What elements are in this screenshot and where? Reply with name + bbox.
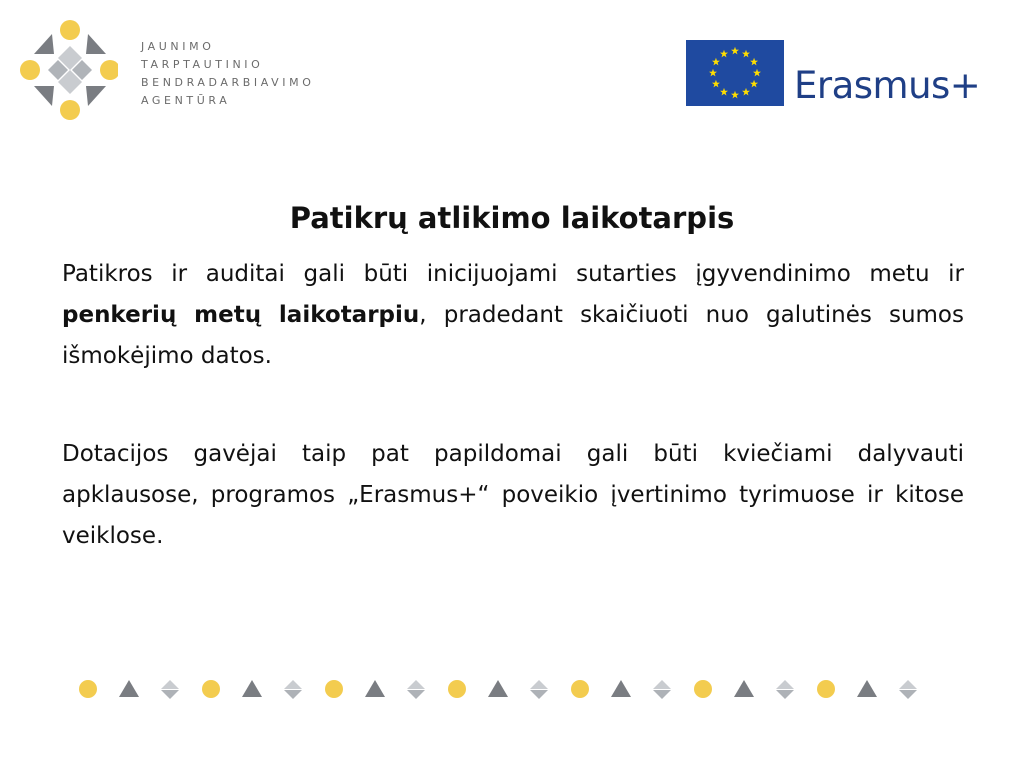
gray-diamond-icon [899, 680, 917, 699]
gray-triangle-icon [365, 680, 385, 697]
paragraph-1-bold: penkerių metų laikotarpiu [62, 302, 420, 328]
agency-name-line: JAUNIMO [141, 40, 215, 53]
paragraph-2: Dotacijos gavėjai taip pat papildomai gali būti kviečiami dalyvauti apklausose, programos „Erasmus+“ poveikio įvertinimo tyrimuose ir kitose veiklose. [62, 441, 964, 549]
eu-flag-icon [686, 40, 784, 106]
gray-diamond-icon [776, 680, 794, 699]
agency-name-line: TARPTAUTINIO [141, 58, 264, 71]
gray-diamond-icon [407, 680, 425, 699]
agency-logo-icon [18, 18, 118, 122]
gray-triangle-icon [734, 680, 754, 697]
yellow-circle-icon [325, 680, 343, 698]
paragraph-1-text-b: , pradedant skaičiuoti nuo galutinės sumos išmokėjimo datos. [62, 302, 964, 369]
gray-triangle-icon [119, 680, 139, 697]
gray-diamond-icon [530, 680, 548, 699]
yellow-circle-icon [694, 680, 712, 698]
agency-name-line: AGENTŪRA [141, 94, 231, 107]
yellow-circle-icon [571, 680, 589, 698]
gray-diamond-icon [653, 680, 671, 699]
erasmus-wordmark: Erasmus+ [794, 64, 981, 107]
yellow-circle-icon [202, 680, 220, 698]
agency-name [141, 38, 315, 110]
footer-pattern [78, 677, 924, 701]
gray-triangle-icon [488, 680, 508, 697]
yellow-circle-icon [79, 680, 97, 698]
slide-title: Patikrų atlikimo laikotarpis [289, 201, 735, 235]
agency-name-line: BENDRADARBIAVIMO [141, 76, 315, 89]
gray-diamond-icon [161, 680, 179, 699]
yellow-circle-icon [448, 680, 466, 698]
paragraph-1 [62, 254, 964, 377]
yellow-circle-icon [817, 680, 835, 698]
gray-diamond-icon [284, 680, 302, 699]
paragraph-1-text-a: Patikros ir auditai gali būti inicijuojami sutarties įgyvendinimo metu ir [62, 261, 964, 287]
gray-triangle-icon [242, 680, 262, 697]
gray-triangle-icon [611, 680, 631, 697]
gray-triangle-icon [857, 680, 877, 697]
erasmus-logo [686, 38, 1006, 108]
